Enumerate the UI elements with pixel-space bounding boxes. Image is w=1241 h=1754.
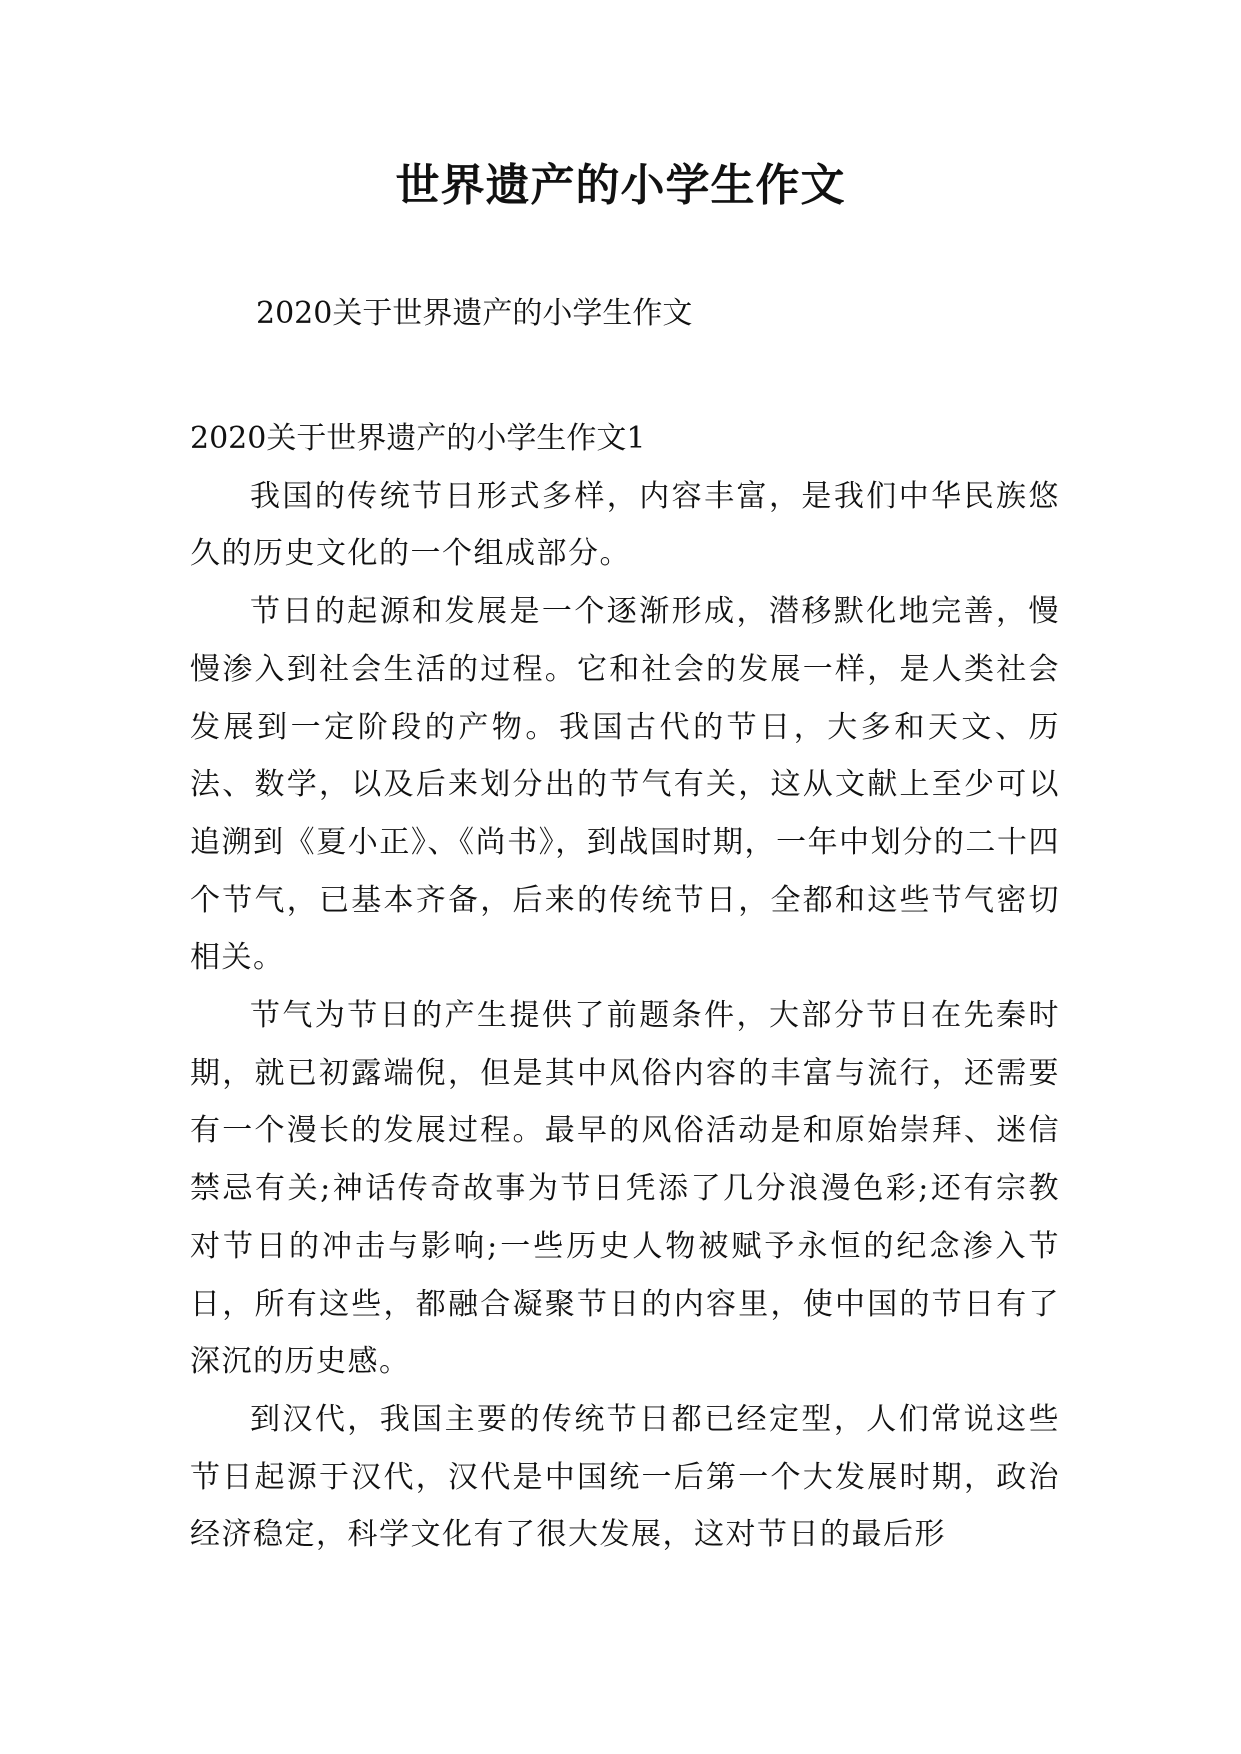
paragraph: 我国的传统节日形式多样，内容丰富，是我们中华民族悠久的历史文化的一个组成部分。	[190, 478, 1060, 572]
document-subtitle: 2020关于世界遗产的小学生作文	[256, 296, 693, 331]
document-title: 世界遗产的小学生作文	[395, 160, 846, 211]
section-heading: 2020关于世界遗产的小学生作文1	[190, 421, 646, 456]
paragraph: 节气为节日的产生提供了前题条件，大部分节日在先秦时期，就已初露端倪，但是其中风俗内容的丰富与流行，还需要有一个漫长的发展过程。最早的风俗活动是和原始崇拜、迷信禁忌有关;神话传奇故事为节日凭添了几分浪漫色彩;还有宗教对节日的冲击与影响;一些历史人物被赋予永恒的纪念渗入节日，所有这些，都融合凝聚节日的内容里，使中国的节日有了深沉的历史感。	[190, 998, 1060, 1380]
paragraph: 节日的起源和发展是一个逐渐形成，潜移默化地完善，慢慢渗入到社会生活的过程。它和社会的发展一样，是人类社会发展到一定阶段的产物。我国古代的节日，大多和天文、历法、数学，以及后来划分出的节气有关，这从文献上至少可以追溯到《夏小正》、《尚书》，到战国时期，一年中划分的二十四个节气，已基本齐备，后来的传统节日，全都和这些节气密切相关。	[190, 594, 1060, 976]
paragraph: 到汉代，我国主要的传统节日都已经定型，人们常说这些节日起源于汉代，汉代是中国统一后第一个大发展时期，政治经济稳定，科学文化有了很大发展，这对节日的最后形	[190, 1401, 1060, 1553]
document-body	[190, 410, 1060, 1564]
